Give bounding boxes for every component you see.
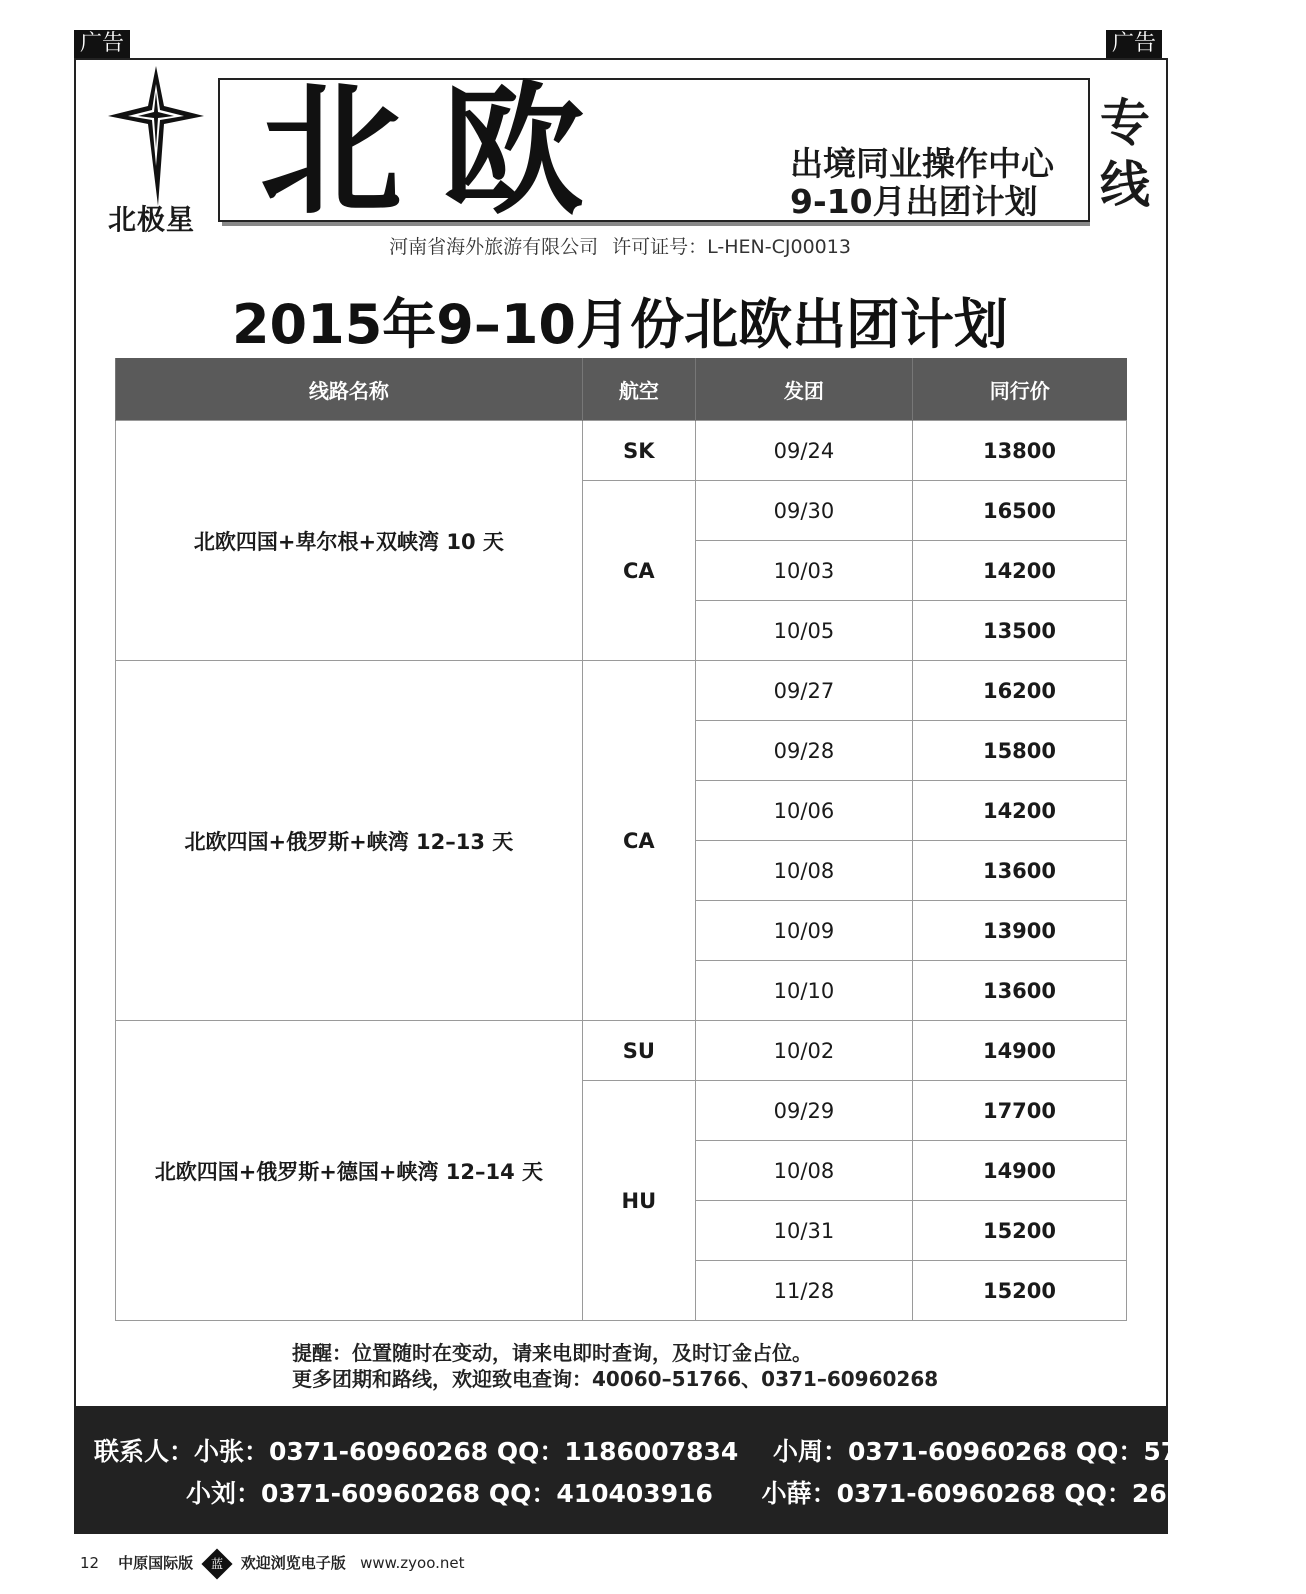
price: 14900 (912, 1021, 1126, 1081)
price: 15200 (912, 1201, 1126, 1261)
price: 14200 (912, 541, 1126, 601)
airline-code: HU (582, 1081, 695, 1321)
ad-label-left: 广告 (74, 30, 130, 58)
departure-date: 10/31 (695, 1201, 912, 1261)
vertical-text: 专线 (1100, 93, 1150, 214)
departure-date: 10/09 (695, 901, 912, 961)
contact-panel (74, 1406, 1306, 1534)
contact-zhou: 小周：0371-60960268 QQ：576791333 (773, 1437, 1300, 1466)
contact-row-2 (186, 1474, 1306, 1510)
table-row (116, 421, 1127, 481)
subtitle-line2: 9-10月出团计划 (790, 182, 1038, 221)
route-name: 北欧四国+卑尔根+双峡湾 10 天 (116, 421, 583, 661)
contact-liu: 小刘：0371-60960268 QQ：410403916 (186, 1479, 713, 1508)
departure-date: 09/29 (695, 1081, 912, 1141)
publication-badge-icon: 蓝 (201, 1548, 232, 1579)
subtitle-line1: 出境同业操作中心 (790, 144, 1054, 183)
logo-text: 北极星 (108, 203, 196, 236)
page-number: 12 (80, 1554, 100, 1572)
publication-name: 中原国际版 (118, 1554, 194, 1572)
ad-label-right: 广告 (1106, 30, 1162, 58)
price: 15800 (912, 721, 1126, 781)
tour-plan-table (115, 358, 1127, 1321)
departure-date: 10/02 (695, 1021, 912, 1081)
notes-reminder: 提醒：位置随时在变动，请来电即时查询，及时订金占位。 (292, 1341, 812, 1365)
departure-date: 11/28 (695, 1261, 912, 1321)
airline-code: SK (582, 421, 695, 481)
table-row (116, 1021, 1127, 1081)
departure-date: 09/24 (695, 421, 912, 481)
departure-date: 10/10 (695, 961, 912, 1021)
table-header-row (116, 358, 1127, 421)
departure-date: 09/28 (695, 721, 912, 781)
airline-code: SU (582, 1021, 695, 1081)
contact-row-1 (94, 1432, 1300, 1468)
company-name: 河南省海外旅游有限公司 (389, 236, 599, 258)
website-link[interactable]: www.zyoo.net (360, 1554, 465, 1572)
departure-date: 10/08 (695, 841, 912, 901)
contact-xue: 小薛：0371-60960268 QQ：2629388058 (761, 1479, 1306, 1508)
departure-date: 09/27 (695, 661, 912, 721)
header-route: 线路名称 (116, 358, 583, 421)
departure-date: 10/08 (695, 1141, 912, 1201)
price: 17700 (912, 1081, 1126, 1141)
price: 16200 (912, 661, 1126, 721)
price: 15200 (912, 1261, 1126, 1321)
license-line (0, 232, 1240, 259)
big-title: 北欧 (260, 69, 624, 234)
airline-code: CA (582, 481, 695, 661)
departure-date: 10/06 (695, 781, 912, 841)
price: 16500 (912, 481, 1126, 541)
price: 13600 (912, 841, 1126, 901)
departure-date: 10/03 (695, 541, 912, 601)
contact-zhang: 联系人：小张：0371-60960268 QQ：1186007834 (94, 1437, 739, 1466)
price: 13800 (912, 421, 1126, 481)
route-name: 北欧四国+俄罗斯+峡湾 12–13 天 (116, 661, 583, 1021)
welcome-text: 欢迎浏览电子版 (240, 1554, 346, 1572)
notes (292, 1340, 938, 1392)
departure-date: 09/30 (695, 481, 912, 541)
page-footer (80, 1552, 465, 1575)
north-star-icon (104, 66, 208, 206)
page-title: 2015年9–10月份北欧出团计划 (231, 293, 1008, 356)
price: 14900 (912, 1141, 1126, 1201)
notes-phone: 更多团期和路线，欢迎致电查询：40060–51766、0371–60960268 (292, 1367, 939, 1391)
header-price: 同行价 (912, 358, 1126, 421)
departure-date: 10/05 (695, 601, 912, 661)
airline-code: CA (582, 661, 695, 1021)
permit-number: 许可证号：L-HEN-CJ00013 (612, 236, 851, 258)
price: 14200 (912, 781, 1126, 841)
route-name: 北欧四国+俄罗斯+德国+峡湾 12–14 天 (116, 1021, 583, 1321)
table-row (116, 661, 1127, 721)
price: 13500 (912, 601, 1126, 661)
header-airline: 航空 (582, 358, 695, 421)
price: 13600 (912, 961, 1126, 1021)
header-departure: 发团 (695, 358, 912, 421)
price: 13900 (912, 901, 1126, 961)
